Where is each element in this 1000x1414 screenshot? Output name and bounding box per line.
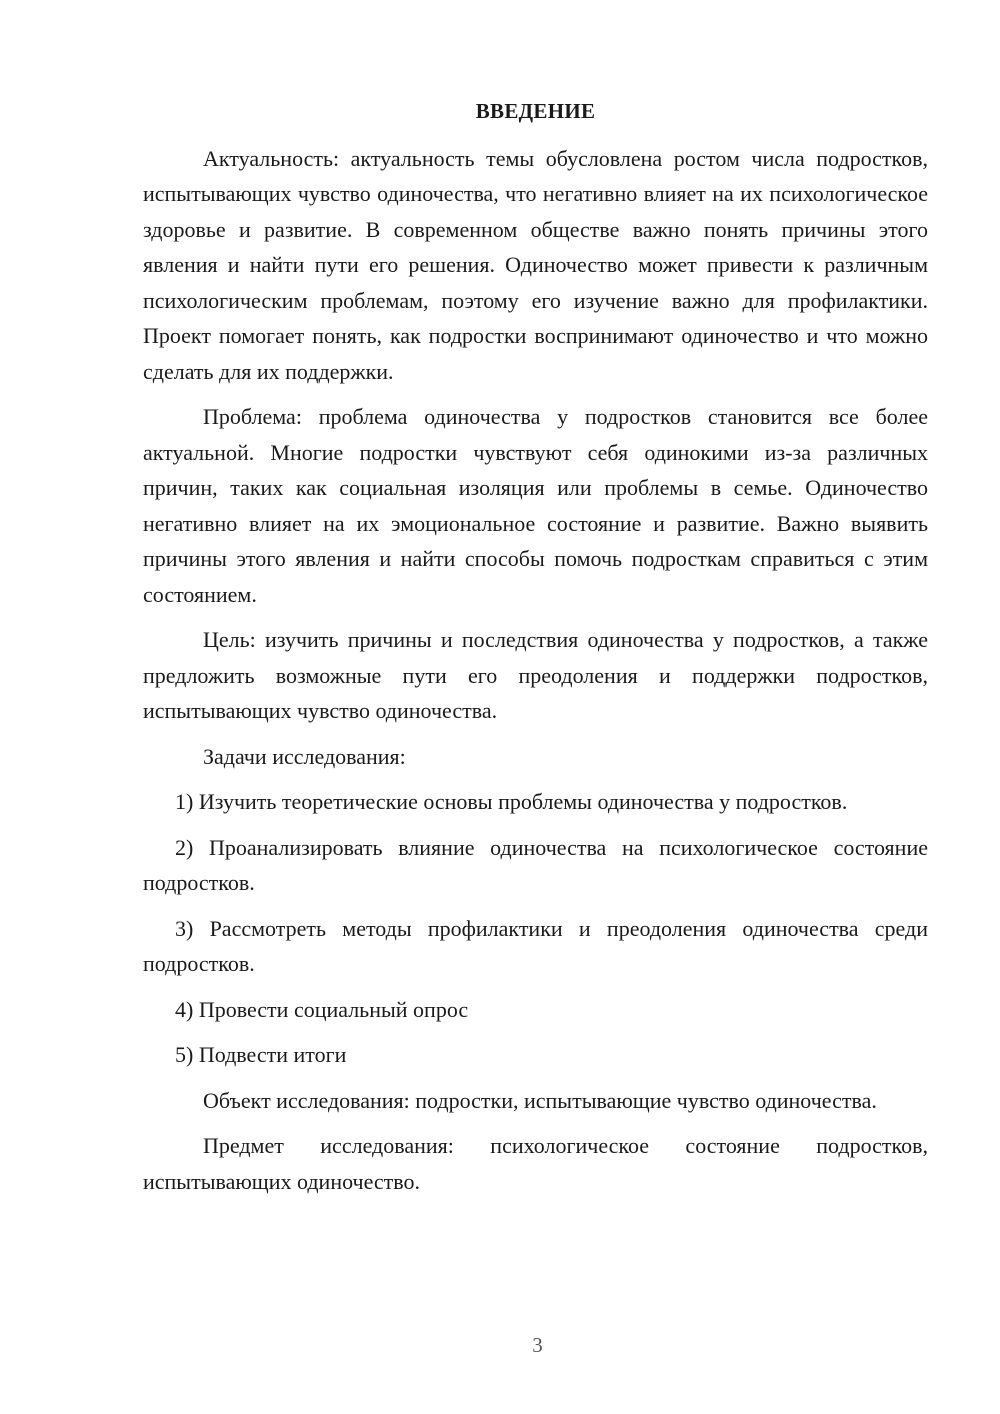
task-item: 1) Изучить теоретические основы проблемы одиночества у подростков. [175,789,848,814]
task-item: 4) Провести социальный опрос [175,996,469,1022]
page-content [143,94,928,1209]
object-paragraph: Объект исследования: подростки, испытывающие чувство одиночества. [203,1087,877,1113]
task-item: 2) Проанализировать влияние одиночества на психологическое состояние подростков. [143,834,928,895]
tasks-heading: Задачи исследования: [203,743,406,769]
relevance-paragraph: Актуальность: актуальность темы обусловлена ростом числа подростков, испытывающих чувство одиночества, что негативно влияет на их психологическое здоровье и развитие. В современном обществе важно понять причины этого явления и найти пути его решения. Одиночество может привести к различным психологическим проблемам, поэтому его изучение важно для профилактики. Проект помогает понять, как подростки воспринимают одиночество и что можно сделать для их поддержки. [143,145,928,384]
task-item: 5) Подвести итоги [175,1042,347,1067]
subject-paragraph: Предмет исследования: психологическое состояние подростков, испытывающих одиночество. [143,1133,928,1194]
task-item: 3) Рассмотреть методы профилактики и преодоления одиночества среди подростков. [143,915,928,976]
page-title: ВВЕДЕНИЕ [475,99,596,123]
goal-paragraph: Цель: изучить причины и последствия одиночества у подростков, а также предложить возможные пути его преодоления и поддержки подростков, испытывающих чувство одиночества. [143,627,928,723]
page-number: 3 [532,1333,543,1357]
problem-paragraph: Проблема: проблема одиночества у подростков становится все более актуальной. Многие подростки чувствуют себя одинокими из-за различных причин, таких как социальная изоляция или проблемы в семье. Одиночество негативно влияет на их эмоциональное состояние и развитие. Важно выявить причины этого явления и найти способы помочь подросткам справиться с этим состоянием. [143,404,928,607]
